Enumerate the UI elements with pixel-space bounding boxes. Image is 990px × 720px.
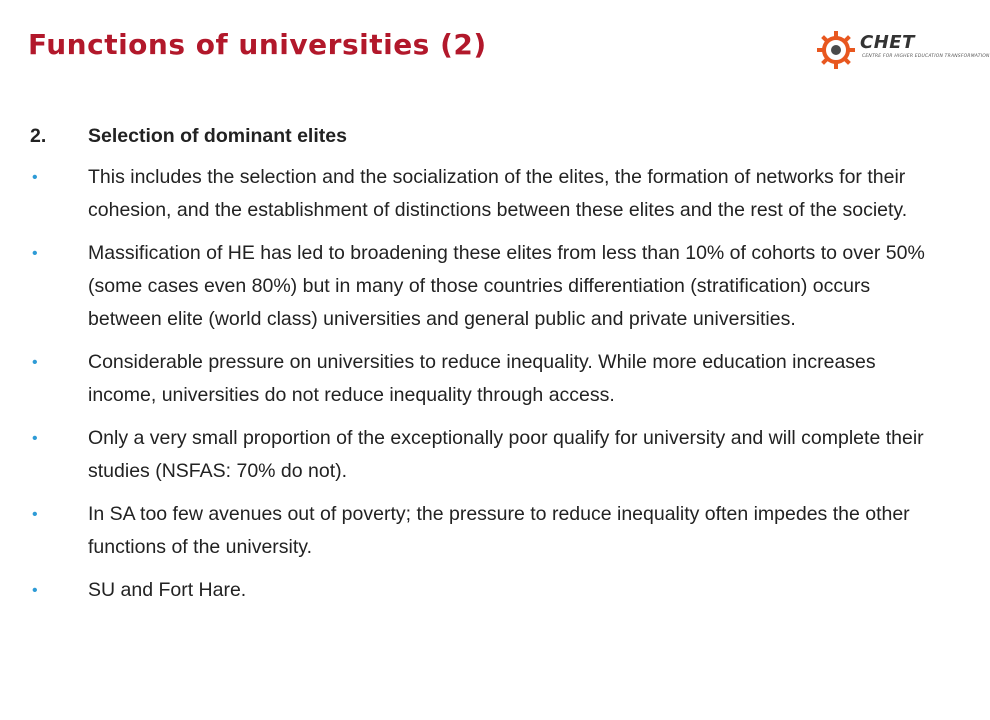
slide-title: Functions of universities (2) xyxy=(28,28,487,61)
logo-name: CHET xyxy=(860,32,915,53)
list-item xyxy=(30,422,935,488)
gear-sun-icon xyxy=(816,30,856,70)
bullet-text: In SA too few avenues out of poverty; the pressure to reduce inequality often impedes the other functions of the university. xyxy=(88,503,910,558)
list-item xyxy=(30,346,935,412)
bullet-list xyxy=(30,161,935,607)
section-heading xyxy=(30,120,935,153)
list-item xyxy=(30,498,935,564)
bullet-icon: • xyxy=(32,169,38,186)
list-item xyxy=(30,161,935,227)
bullet-text: SU and Fort Hare. xyxy=(88,579,247,601)
list-item xyxy=(30,237,935,336)
section-number: 2. xyxy=(30,125,47,147)
bullet-text: Massification of HE has led to broadening these elites from less than 10% of cohorts to over 50% (some cases even 80%) but in many of those countries differentiation (stratification) occurs between elite (world class) universities and general public and private universities. xyxy=(88,242,925,330)
bullet-icon: • xyxy=(32,506,38,523)
bullet-icon: • xyxy=(32,354,38,371)
bullet-text: Considerable pressure on universities to reduce inequality. While more education increases income, universities do not reduce inequality through access. xyxy=(88,351,876,406)
logo-tagline: CENTRE FOR HIGHER EDUCATION TRANSFORMATION xyxy=(862,54,990,59)
bullet-icon: • xyxy=(32,430,38,447)
list-item xyxy=(30,574,935,607)
bullet-text: This includes the selection and the socialization of the elites, the formation of networks for their cohesion, and the establishment of distinctions between these elites and the rest of the society. xyxy=(88,166,908,221)
section-heading-text: Selection of dominant elites xyxy=(88,125,347,147)
bullet-text: Only a very small proportion of the exceptionally poor qualify for university and will complete their studies (NSFAS: 70% do not). xyxy=(88,427,924,482)
slide-content xyxy=(30,120,935,617)
bullet-icon: • xyxy=(32,245,38,262)
chet-logo xyxy=(816,28,990,72)
bullet-icon: • xyxy=(32,582,38,599)
